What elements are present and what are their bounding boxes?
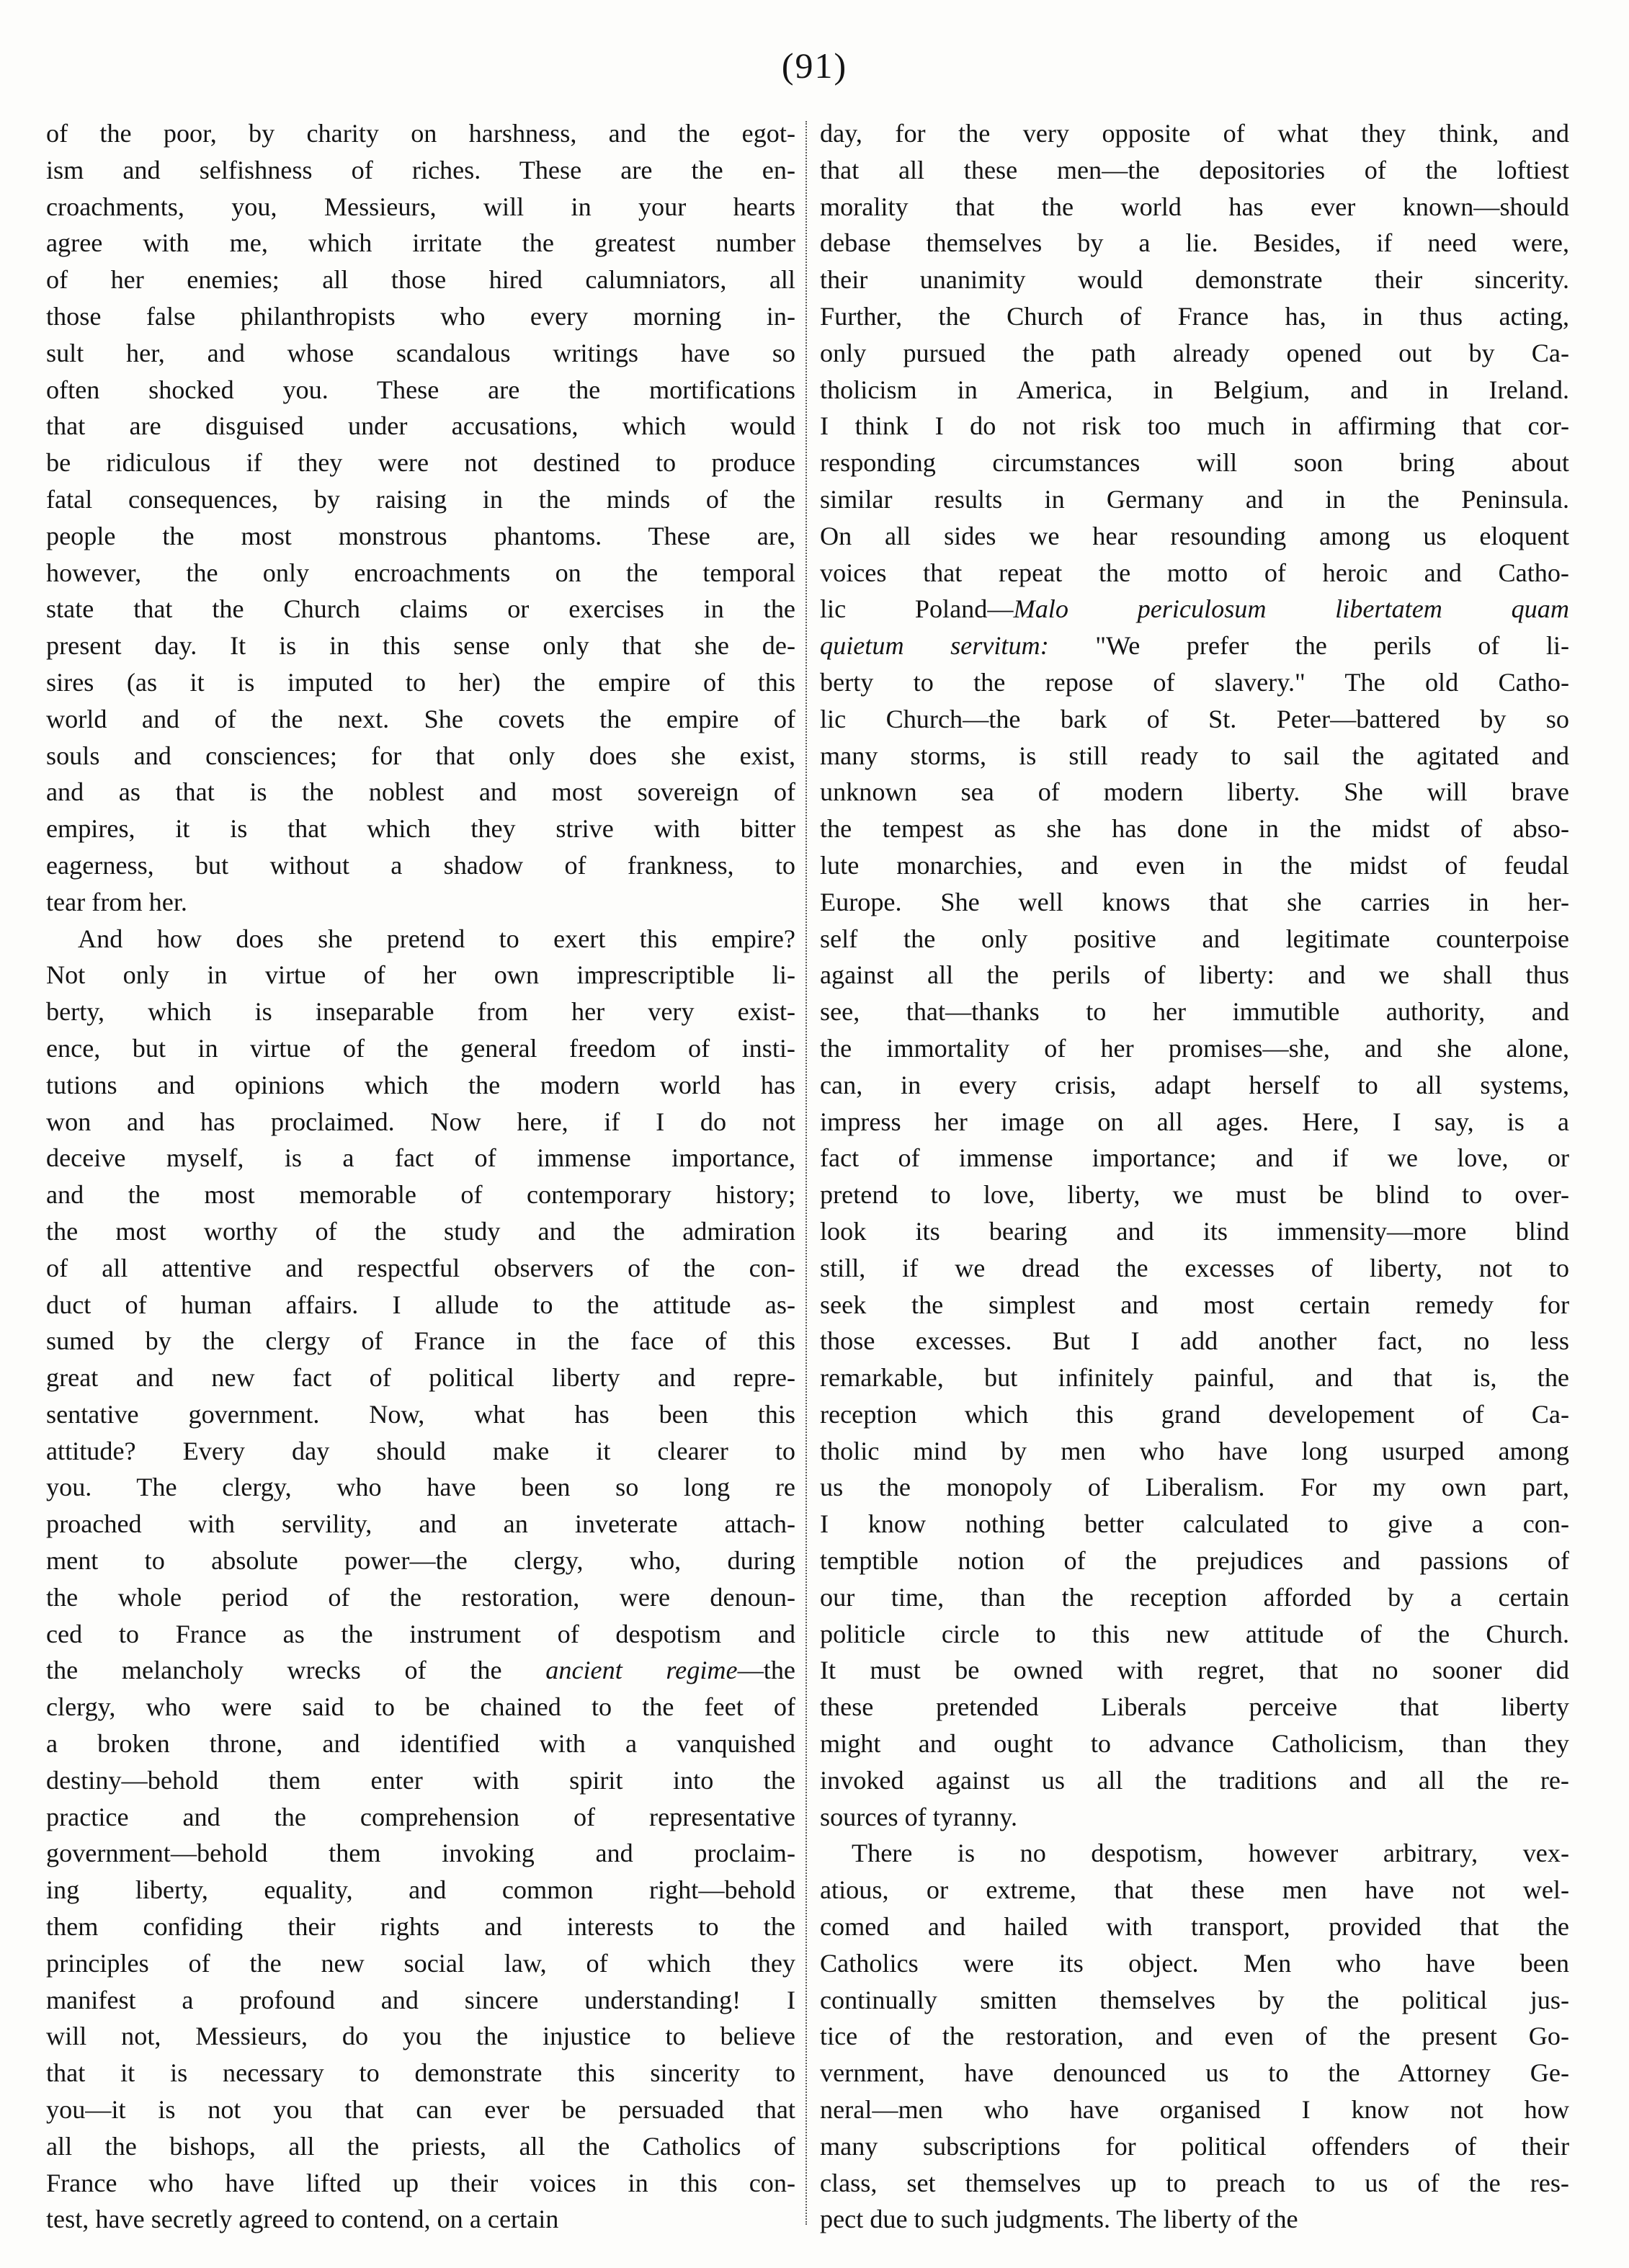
- text-line: attitude? Every day should make it clearer to: [46, 1436, 795, 1465]
- text-line: duct of human affairs. I allude to the attitude as-: [46, 1290, 795, 1319]
- text-line: tholicism in America, in Belgium, and in Ireland.: [820, 375, 1569, 404]
- text-line: present day. It is in this sense only that she de-: [46, 631, 795, 661]
- text-line: vernment, have denounced us to the Attorney Ge-: [820, 2058, 1569, 2088]
- text-line: that all these men—the depositories of the loftiest: [820, 155, 1569, 184]
- text-line: Europe. She well knows that she carries in her-: [820, 887, 1569, 916]
- text-line: ence, but in virtue of the general freedom of insti-: [46, 1033, 795, 1063]
- text-line: tutions and opinions which the modern world has: [46, 1070, 795, 1099]
- text-line: berty, which is inseparable from her very exist-: [46, 997, 795, 1027]
- text-line: deceive myself, is a fact of immense importance,: [46, 1143, 795, 1173]
- text-line: their unanimity would demonstrate their sincerity.: [820, 265, 1569, 295]
- text-line: unknown sea of modern liberty. She will brave: [820, 777, 1569, 807]
- text-line: ing liberty, equality, and common right—behold: [46, 1875, 795, 1905]
- text-line: that are disguised under accusations, which would: [46, 411, 795, 441]
- text-line: against all the perils of liberty: and we shall thus: [820, 960, 1569, 990]
- column-divider: [805, 121, 807, 2225]
- text-line: tear from her.: [46, 887, 187, 916]
- text-line: pect due to such judgments. The liberty of the: [820, 2205, 1298, 2234]
- text-line: croachments, you, Messieurs, will in your hearts: [46, 192, 795, 221]
- text-line: lute monarchies, and even in the midst of feudal: [820, 850, 1569, 880]
- text-line: be ridiculous if they were not destined to produce: [46, 448, 795, 478]
- text-line: day, for the very opposite of what they think, and: [820, 119, 1569, 148]
- text-line: still, if we dread the excesses of liberty, not to: [820, 1253, 1569, 1282]
- text-line: politicle circle to this new attitude of the Church.: [820, 1619, 1569, 1648]
- text-line: the most worthy of the study and the admiration: [46, 1216, 795, 1246]
- text-line: see, that—thanks to her immutible authority, and: [820, 997, 1569, 1027]
- text-line: sentative government. Now, what has been this: [46, 1399, 795, 1429]
- text-line: manifest a profound and sincere understanding! I: [46, 1985, 795, 2014]
- text-line: class, set themselves up to preach to us of the res-: [820, 2168, 1569, 2197]
- text-line: lic Church—the bark of St. Peter—battered by so: [820, 704, 1569, 733]
- text-line: I think I do not risk too much in affirming that cor-: [820, 411, 1569, 441]
- text-line: voices that repeat the motto of heroic and Catho-: [820, 558, 1569, 587]
- text-line: empires, it is that which they strive with bitter: [46, 814, 795, 844]
- text-line: atious, or extreme, that these men have not wel-: [820, 1875, 1569, 1905]
- text-line: great and new fact of political liberty and repre-: [46, 1363, 795, 1393]
- text-line: of all attentive and respectful observers of the con-: [46, 1253, 795, 1282]
- text-line: invoked against us all the traditions and all the re-: [820, 1765, 1569, 1795]
- text-line: many storms, is still ready to sail the agitated and: [820, 741, 1569, 770]
- text-line: There is no despotism, however arbitrary, vex-: [852, 1839, 1569, 1868]
- text-line: the tempest as she has done in the midst of abso-: [820, 814, 1569, 844]
- text-line: debase themselves by a lie. Besides, if need were,: [820, 228, 1569, 258]
- right-text-column: [820, 115, 1569, 2238]
- text-line: many subscriptions for political offenders of their: [820, 2131, 1569, 2161]
- left-text-column: [46, 115, 795, 2238]
- text-line: Not only in virtue of her own imprescriptible li-: [46, 960, 795, 990]
- text-line: It must be owned with regret, that no sooner did: [820, 1656, 1569, 1685]
- text-line: those excesses. But I add another fact, no less: [820, 1326, 1569, 1356]
- text-line: them confiding their rights and interests to the: [46, 1912, 795, 1942]
- text-line: sources of tyranny.: [820, 1802, 1018, 1831]
- text-line: souls and consciences; for that only does she exist,: [46, 741, 795, 770]
- text-line: agree with me, which irritate the greatest number: [46, 228, 795, 258]
- page-number: (91): [781, 45, 848, 86]
- text-line: France who have lifted up their voices in this con-: [46, 2168, 795, 2197]
- text-line: Catholics were its object. Men who have been: [820, 1948, 1569, 1978]
- text-line: ism and selfishness of riches. These are the en-: [46, 155, 795, 184]
- text-line: will not, Messieurs, do you the injustice to believe: [46, 2022, 795, 2051]
- text-line: comed and hailed with transport, provided that the: [820, 1912, 1569, 1942]
- text-line: can, in every crisis, adapt herself to all systems,: [820, 1070, 1569, 1099]
- text-line: you—it is not you that can ever be persuaded that: [46, 2095, 795, 2125]
- text-line: self the only positive and legitimate counterpoise: [820, 924, 1569, 953]
- text-line: continually smitten themselves by the political jus-: [820, 1985, 1569, 2014]
- text-line: sumed by the clergy of France in the face of this: [46, 1326, 795, 1356]
- text-line: Further, the Church of France has, in thus acting,: [820, 301, 1569, 331]
- text-line: look its bearing and its immensity—more blind: [820, 1216, 1569, 1246]
- text-line: On all sides we hear resounding among us eloquent: [820, 521, 1569, 550]
- text-line: temptible notion of the prejudices and passions of: [820, 1546, 1569, 1576]
- text-line: berty to the repose of slavery." The old Catho-: [820, 667, 1569, 697]
- text-line: principles of the new social law, of which they: [46, 1948, 795, 1978]
- text-line: quietum servitum: "We prefer the perils of li-: [820, 631, 1569, 661]
- text-line: similar results in Germany and in the Peninsula.: [820, 484, 1569, 514]
- text-line: ment to absolute power—the clergy, who, during: [46, 1546, 795, 1576]
- text-line: might and ought to advance Catholicism, than they: [820, 1729, 1569, 1759]
- text-line: state that the Church claims or exercises in the: [46, 594, 795, 624]
- text-line: our time, than the reception afforded by a certain: [820, 1582, 1569, 1612]
- text-line: destiny—behold them enter with spirit into the: [46, 1765, 795, 1795]
- text-line: of the poor, by charity on harshness, and the egot-: [46, 119, 795, 148]
- text-line: sult her, and whose scandalous writings have so: [46, 338, 795, 367]
- text-line: of her enemies; all those hired calumniators, all: [46, 265, 795, 295]
- text-line: proached with servility, and an inveterate attach-: [46, 1509, 795, 1539]
- text-line: responding circumstances will soon bring about: [820, 448, 1569, 478]
- text-line: practice and the comprehension of representative: [46, 1802, 795, 1831]
- text-line: And how does she pretend to exert this empire?: [78, 924, 795, 953]
- text-line: us the monopoly of Liberalism. For my own part,: [820, 1473, 1569, 1502]
- text-line: and as that is the noblest and most sovereign of: [46, 777, 795, 807]
- text-line: impress her image on all ages. Here, I say, is a: [820, 1107, 1569, 1136]
- text-line: and the most memorable of contemporary history;: [46, 1180, 795, 1210]
- text-line: the whole period of the restoration, were denoun-: [46, 1582, 795, 1612]
- text-line: clergy, who were said to be chained to the feet of: [46, 1692, 795, 1722]
- text-line: neral—men who have organised I know not how: [820, 2095, 1569, 2125]
- text-line: I know nothing better calculated to give a con-: [820, 1509, 1569, 1539]
- text-line: ced to France as the instrument of despotism and: [46, 1619, 795, 1648]
- text-line: tice of the restoration, and even of the present Go-: [820, 2022, 1569, 2051]
- text-line: won and has proclaimed. Now here, if I do not: [46, 1107, 795, 1136]
- text-line: these pretended Liberals perceive that liberty: [820, 1692, 1569, 1722]
- text-line: sires (as it is imputed to her) the empire of this: [46, 667, 795, 697]
- text-line: only pursued the path already opened out by Ca-: [820, 338, 1569, 367]
- text-line: morality that the world has ever known—should: [820, 192, 1569, 221]
- text-line: often shocked you. These are the mortifications: [46, 375, 795, 404]
- text-line: fact of immense importance; and if we love, or: [820, 1143, 1569, 1173]
- text-line: world and of the next. She covets the empire of: [46, 704, 795, 733]
- text-line: the immortality of her promises—she, and she alone,: [820, 1033, 1569, 1063]
- text-line: however, the only encroachments on the temporal: [46, 558, 795, 587]
- text-line: eagerness, but without a shadow of frankness, to: [46, 850, 795, 880]
- text-line: those false philanthropists who every morning in-: [46, 301, 795, 331]
- text-line: reception which this grand developement of Ca-: [820, 1399, 1569, 1429]
- text-line: that it is necessary to demonstrate this sincerity to: [46, 2058, 795, 2088]
- text-line: the melancholy wrecks of the ancient regime—the: [46, 1656, 795, 1685]
- text-line: seek the simplest and most certain remedy for: [820, 1290, 1569, 1319]
- text-line: tholic mind by men who have long usurped among: [820, 1436, 1569, 1465]
- text-line: lic Poland—Malo periculosum libertatem quam: [820, 594, 1569, 624]
- text-line: a broken throne, and identified with a vanquished: [46, 1729, 795, 1759]
- text-line: people the most monstrous phantoms. These are,: [46, 521, 795, 550]
- text-line: fatal consequences, by raising in the minds of the: [46, 484, 795, 514]
- text-line: pretend to love, liberty, we must be blind to over-: [820, 1180, 1569, 1210]
- text-line: all the bishops, all the priests, all the Catholics of: [46, 2131, 795, 2161]
- text-line: remarkable, but infinitely painful, and that is, the: [820, 1363, 1569, 1393]
- text-line: test, have secretly agreed to contend, on a certain: [46, 2205, 559, 2234]
- text-line: you. The clergy, who have been so long re: [46, 1473, 795, 1502]
- text-line: government—behold them invoking and proclaim-: [46, 1839, 795, 1868]
